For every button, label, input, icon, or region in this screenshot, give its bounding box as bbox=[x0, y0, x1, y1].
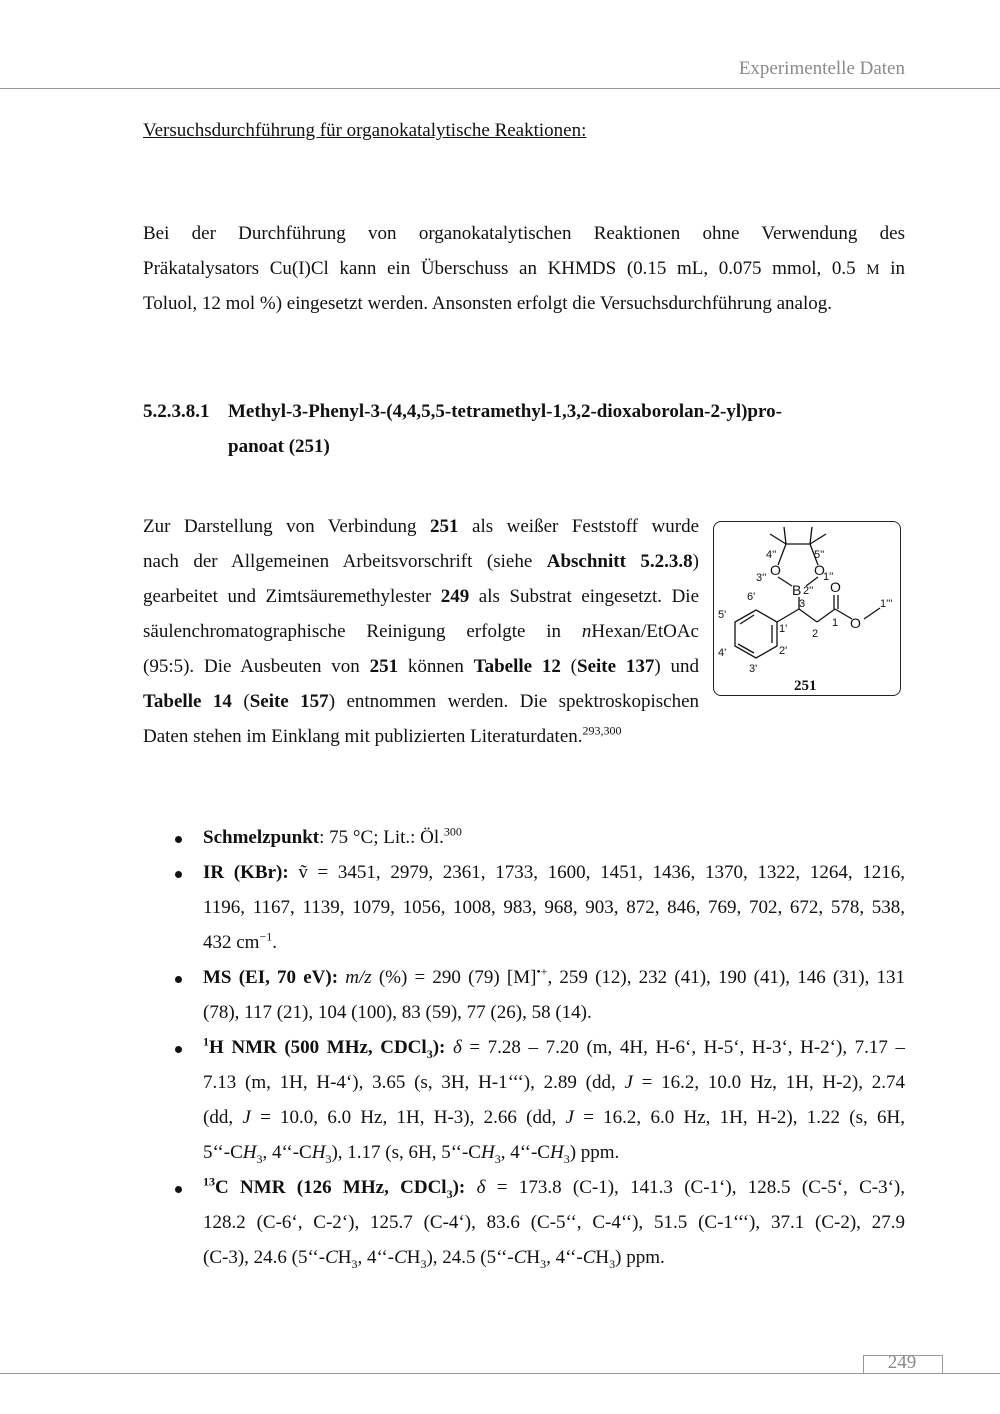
list-item-c-nmr: $^{13}$C NMR (126 MHz, CDCl$_3$): δ = 173.8 (C-1), 141.3 (C-1‘), 128.5 (C-5‘, C-3‘), 128.2 (C-6‘, C-2‘), 125.7 (C-4‘), 83.6 (C-5‘‘, C-4‘‘), 51.5 (C-1‘‘‘), 37.1 (C-2), 27.9 (C-3), 24.6 ($5‘‘-CH_3$, $4‘‘-CH_3$), 24.5 ($5‘‘-CH_3$, $4‘‘-CH_3$) ppm. bbox=[175, 1170, 905, 1275]
label-c5p: 5' bbox=[718, 609, 727, 621]
footer-divider bbox=[0, 1373, 1000, 1374]
label-o3pp: 3'' bbox=[756, 572, 767, 584]
bullet-icon bbox=[175, 1186, 182, 1193]
bullet-icon bbox=[175, 976, 182, 983]
label-c1ppp: 1''' bbox=[880, 598, 893, 610]
header-divider bbox=[0, 88, 1000, 89]
label-o-ring-1: O bbox=[770, 562, 781, 578]
label-o1pp: 1'' bbox=[823, 571, 834, 583]
label-c4p: 4' bbox=[718, 647, 727, 659]
list-item-h-nmr: $^1$H NMR (500 MHz, CDCl$_3$): δ = 7.28 – 7.20 (m, 4H, H-6‘, H-5‘, H-3‘, H-2‘), 7.17 – 7.13 (m, 1H, H-4‘), 3.65 (s, 3H, H-1‘‘‘), 2.89 (dd, J = 16.2, 10.0 Hz, 1H, H-2), 2.74 (dd, J = 10.0, 6.0 Hz, 1H, H-3), 2.66 (dd, J = 16.2, 6.0 Hz, 1H, H-2), 1.22 (s, 6H, $5‘‘-CH_3$, $4‘‘-CH_3$), 1.17 (s, 6H, $5‘‘-CH_3$, $4‘‘-CH_3$) ppm. bbox=[175, 1030, 905, 1170]
subsection-title-line-2: panoat (251) bbox=[228, 436, 330, 457]
intro-line-1: Bei der Durchführung von organokatalytischen Reaktionen ohne Verwendung des bbox=[143, 223, 905, 244]
label-c2p: 2' bbox=[779, 645, 788, 657]
label-c3: 3 bbox=[799, 598, 806, 610]
running-header: Experimentelle Daten bbox=[738, 58, 905, 79]
label-c1: 1 bbox=[832, 617, 839, 629]
label-c1p: 1' bbox=[779, 623, 788, 635]
label-ester-o: O bbox=[850, 615, 861, 631]
literature-reference: 293,300 bbox=[582, 723, 622, 738]
intro-paragraph bbox=[143, 216, 905, 321]
subsection-title-line-1: Methyl-3-Phenyl-3-(4,4,5,5-tetramethyl-1,3,2-dioxaborolan-2-yl)pro- bbox=[228, 401, 782, 422]
label-c6p: 6' bbox=[747, 591, 756, 603]
subsection-number: 5.2.3.8.1 bbox=[143, 401, 210, 422]
bullet-icon bbox=[175, 1046, 182, 1053]
intro-line-2: Präkatalysators Cu(I)Cl kann ein Überschuss an KHMDS (0.15 mL, 0.075 mmol, 0.5 M in bbox=[143, 258, 905, 279]
label-c3p: 3' bbox=[749, 663, 758, 675]
section-heading: Versuchsdurchführung für organokatalytische Reaktionen: bbox=[143, 120, 587, 141]
page-number: 249 bbox=[887, 1352, 917, 1373]
label-carbonyl-o: O bbox=[830, 579, 841, 595]
molar-unit: M bbox=[866, 262, 880, 278]
label-c4pp: 4'' bbox=[766, 549, 777, 561]
subsection-heading bbox=[143, 394, 782, 464]
label-c5pp: 5'' bbox=[814, 549, 825, 561]
bullet-icon bbox=[175, 871, 182, 878]
list-item-ms: MS (EI, 70 eV): m/z (%) = 290 (79) [M]•+, 259 (12), 232 (41), 190 (41), 146 (31), 131 (78), 117 (21), 104 (100), 83 (59), 77 (26), 58 (14). bbox=[175, 960, 905, 1030]
characterization-list bbox=[175, 820, 905, 1275]
label-b2pp: 2'' bbox=[803, 585, 814, 597]
structure-drawing bbox=[714, 522, 900, 695]
description-paragraph: Zur Darstellung von Verbindung 251 als weißer Feststoff wurde nach der Allgemeinen Arbeitsvorschrift (siehe Abschnitt 5.2.3.8) gearbeitet und Zimtsäuremethylester 249 als Substrat eingesetzt. Die säulenchromatographische Reinigung erfolgte in nHexan/EtOAc (95:5). Die Ausbeuten von 251 können Tabelle 12 (Seite 137) und Tabelle 14 (Seite 157) entnommen werden. Die spektroskopischen Daten stehen im Einklang mit publizierten Literaturdaten.$^{293,300}$ bbox=[143, 516, 700, 747]
chemical-structure bbox=[713, 521, 901, 696]
compound-number-label: 251 bbox=[794, 678, 817, 694]
intro-line-3: Toluol, 12 mol %) eingesetzt werden. Ansonsten erfolgt die Versuchsdurchführung analog. bbox=[143, 293, 833, 314]
label-o-ring-2: O bbox=[814, 562, 825, 578]
label-boron: B bbox=[792, 582, 802, 598]
label-c2: 2 bbox=[812, 628, 819, 640]
list-item-melting-point: Schmelzpunkt: 75 °C; Lit.: Öl.$^{300}$ bbox=[175, 820, 905, 855]
list-item-ir: IR (KBr): ṽ = 3451, 2979, 2361, 1733, 1600, 1451, 1436, 1370, 1322, 1264, 1216, 1196, 1167, 1139, 1079, 1056, 1008, 983, 968, 903, 872, 846, 769, 702, 672, 578, 538, 432 $cm^{-1}$. bbox=[175, 855, 905, 960]
bullet-icon bbox=[175, 836, 182, 843]
